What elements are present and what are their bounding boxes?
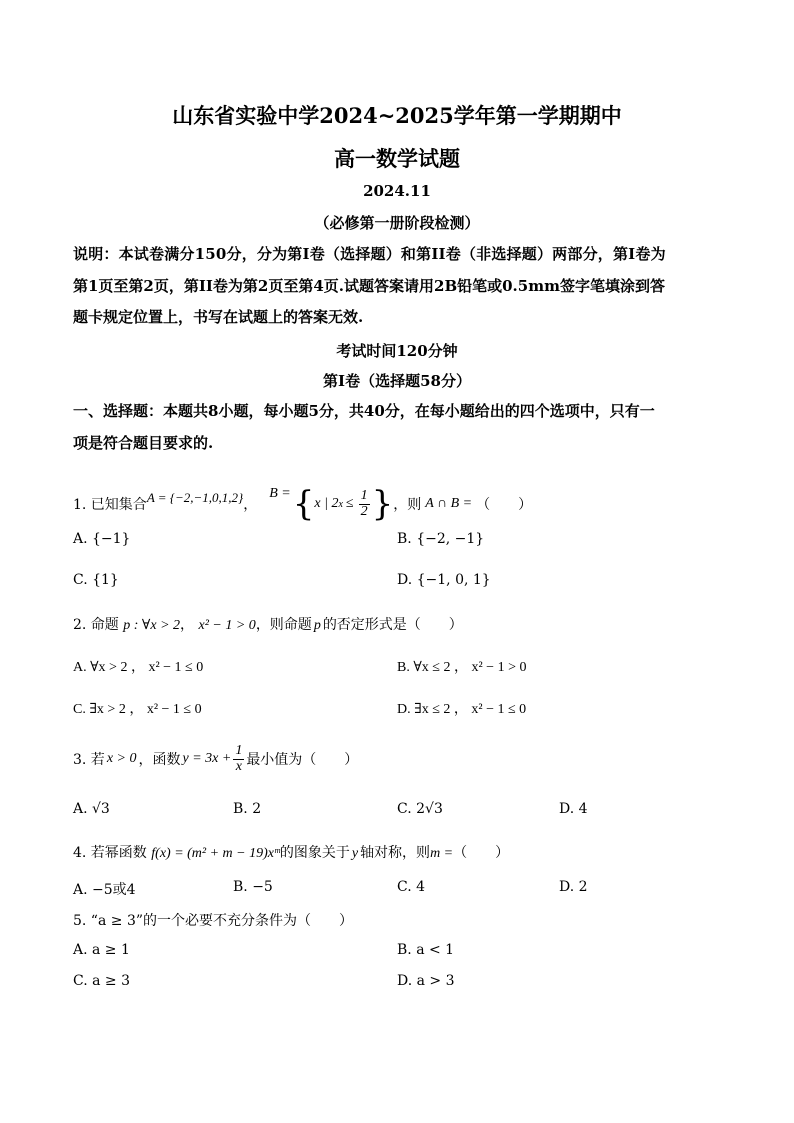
q2-option-d[interactable]: D. ∃x ≤ 2 ， x² − 1 ≤ 0 — [397, 702, 527, 717]
q4-answer-paren: （ ） — [453, 845, 510, 861]
q4-option-d[interactable]: D. 2 — [559, 879, 588, 895]
exam-scope: （必修第一册阶段检测） — [314, 214, 480, 232]
q4-stem-b: 的图象关于 — [279, 845, 350, 861]
q3-stem-c: 最小值为（ ） — [246, 752, 359, 768]
q5-option-b[interactable]: B. a < 1 — [397, 942, 455, 958]
section-line-1: 一、选择题：本题共8小题，每小题5分，共40分，在每小题给出的四个选项中，只有一 — [73, 402, 655, 420]
q5-option-c[interactable]: C. a ≥ 3 — [73, 973, 130, 989]
q3-function: y = 3x + — [182, 751, 232, 766]
q3-stem-b: ，函数 — [138, 752, 181, 768]
notes-line-1: 说明：本试卷满分150分，分为第I卷（选择题）和第II卷（非选择题）两部分，第I卷为 — [73, 245, 666, 263]
q5-option-a[interactable]: A. a ≥ 1 — [73, 942, 130, 958]
exam-time: 考试时间120分钟 — [336, 342, 458, 360]
q1-option-a[interactable]: A. {−1} — [73, 531, 131, 547]
section-line-2: 项是符合题目要求的. — [73, 434, 214, 452]
q4-y: y — [351, 846, 359, 861]
q4-option-b[interactable]: B. −5 — [233, 879, 273, 895]
q4-option-c[interactable]: C. 4 — [397, 879, 426, 895]
question-1-stem — [73, 474, 532, 534]
q1-set-b-prefix: B = — [269, 486, 291, 501]
q1-expression: A ∩ B = — [425, 496, 473, 511]
exam-title: 山东省实验中学2024~2025学年第一学期期中 — [172, 103, 622, 128]
notes-line-3: 题卡规定位置上，书写在试题上的答案无效. — [73, 308, 364, 326]
q1-left-brace: { — [292, 484, 315, 524]
q2-option-c[interactable]: C. ∃x > 2 ， x² − 1 ≤ 0 — [73, 702, 202, 717]
q3-stem-a: 3. 若 — [73, 752, 105, 768]
question-2-stem — [73, 614, 463, 634]
q2-stem-a: 2. 命题 — [73, 617, 119, 633]
q3-fraction-num: 1 — [235, 742, 243, 758]
q1-set-b-inner: x | 2 — [314, 496, 339, 511]
q2-comma: ， — [180, 617, 195, 633]
q2-p: p — [313, 618, 321, 633]
q3-option-d[interactable]: D. 4 — [559, 801, 588, 817]
q2-option-a[interactable]: A. ∀x > 2 ， x² − 1 ≤ 0 — [73, 660, 204, 675]
q5-option-d[interactable]: D. a > 3 — [397, 973, 455, 989]
q2-stem-c: 的否定形式是（ ） — [322, 617, 463, 633]
q3-option-a[interactable]: A. √3 — [73, 801, 110, 817]
exam-date: 2024.11 — [363, 182, 431, 200]
part-one-heading: 第I卷（选择题58分） — [323, 372, 471, 390]
q3-condition: x > 0 — [106, 751, 137, 766]
q3-fraction-den: x — [235, 758, 242, 774]
question-3-stem — [73, 738, 358, 780]
q2-condition: x² − 1 > 0 — [198, 618, 256, 633]
q1-fraction — [359, 489, 370, 519]
q3-fraction — [233, 744, 244, 774]
q1-option-d[interactable]: D. {−1, 0, 1} — [397, 572, 491, 588]
q1-set-b-le: ≤ — [345, 496, 354, 511]
q2-option-b[interactable]: B. ∀x ≤ 2 ， x² − 1 > 0 — [397, 660, 527, 675]
q1-right-brace: } — [371, 484, 394, 524]
q1-stem-b: ，则 — [393, 497, 422, 513]
q1-fraction-den: 2 — [360, 503, 368, 519]
q4-function: f(x) = (m² + m − 19)xᵐ — [151, 846, 280, 861]
q1-option-c[interactable]: C. {1} — [73, 572, 119, 588]
q4-stem-c: 轴对称，则 — [360, 845, 431, 861]
q3-option-c[interactable]: C. 2√3 — [397, 801, 443, 817]
q2-stem-b: ，则命题 — [255, 617, 312, 633]
exam-subtitle: 高一数学试题 — [334, 146, 460, 171]
q1-set-b-exp: x — [338, 498, 343, 510]
q2-proposition: p : ∀x > 2 — [123, 618, 181, 633]
q1-answer-paren: （ ） — [476, 497, 533, 513]
q4-option-a[interactable]: A. −5或4 — [73, 882, 136, 898]
q1-stem-a: 1. 已知集合 — [73, 497, 147, 513]
q1-fraction-num: 1 — [360, 487, 368, 503]
q1-comma: ， — [243, 497, 258, 513]
question-5-stem: 5. “a ≥ 3”的一个必要不充分条件为（ ） — [73, 913, 354, 929]
question-4-stem — [73, 842, 509, 862]
q4-m: m = — [430, 846, 454, 861]
q1-set-a: A = {−2,−1,0,1,2} — [146, 490, 244, 505]
q4-stem-a: 4. 若幂函数 — [73, 845, 147, 861]
notes-line-2: 第1页至第2页，第II卷为第2页至第4页.试题答案请用2B铅笔或0.5mm签字笔填涂到答 — [73, 277, 665, 295]
q1-option-b[interactable]: B. {−2, −1} — [397, 531, 485, 547]
q3-option-b[interactable]: B. 2 — [233, 801, 262, 817]
